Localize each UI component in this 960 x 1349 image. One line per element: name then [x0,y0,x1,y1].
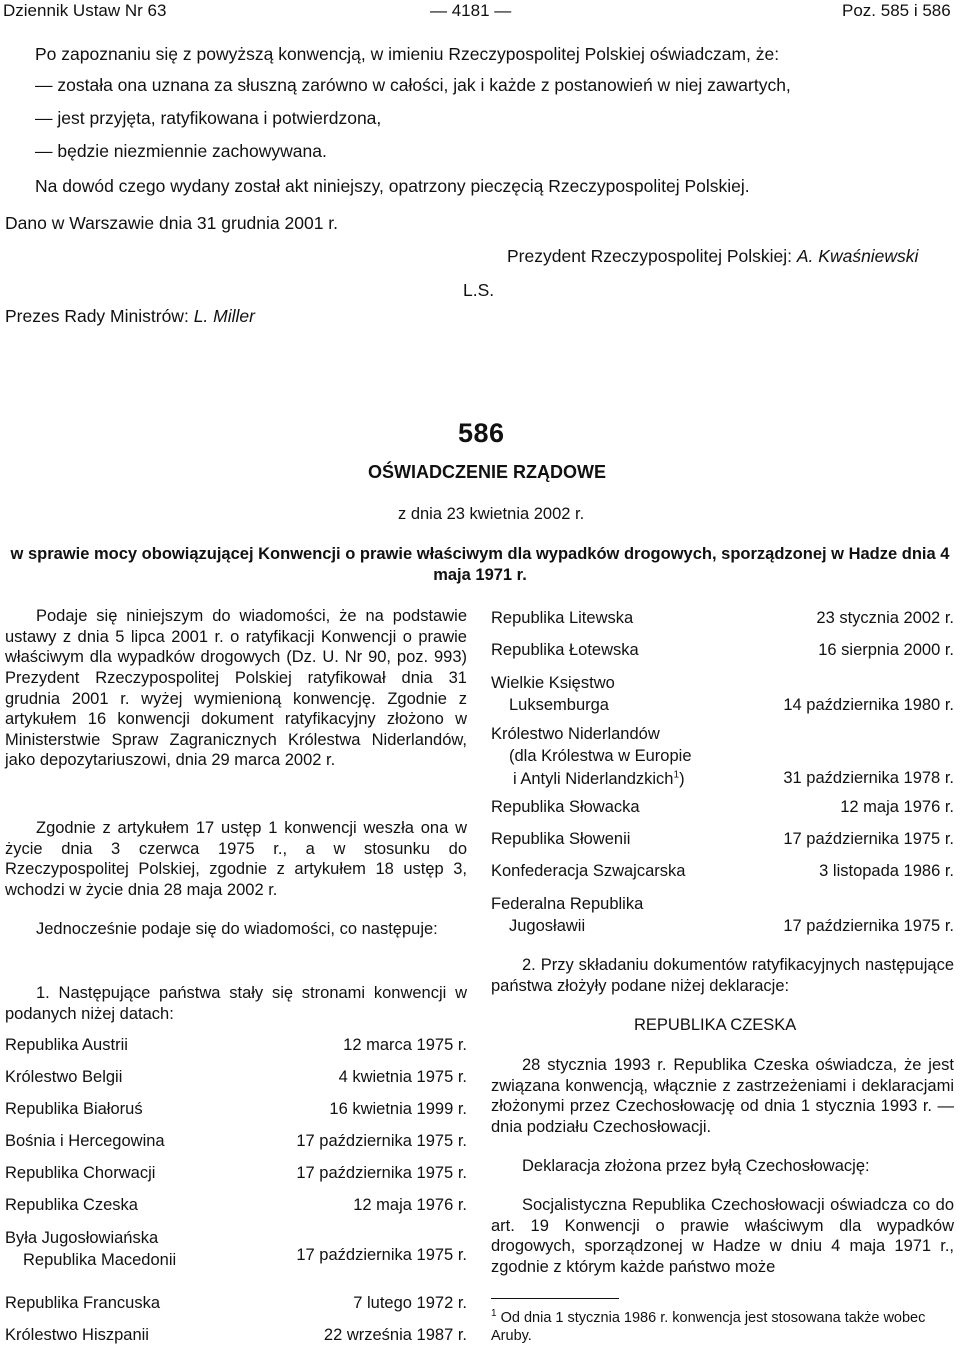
country-name: Bośnia i Hercegowina [5,1132,165,1150]
country-name [491,672,615,717]
ratification-date: 3 listopada 1986 r. [819,862,954,880]
country-row [5,1035,467,1056]
intro-lead: Po zapoznaniu się z powyższą konwencją, w imieniu Rzeczypospolitej Polskiej oświadczam, że: [35,44,780,64]
country-name: Republika Łotewska [491,641,639,659]
country-name [491,723,692,790]
right-paragraph-czechoslovak-heading: Deklaracja złożona przez byłą Czechosłowację: [522,1157,870,1175]
country-name: Królestwo Belgii [5,1068,123,1086]
ratification-date: 16 kwietnia 1999 r. [329,1100,467,1118]
footnote [491,1309,957,1345]
country-name [5,1227,176,1272]
act-title: OŚWIADCZENIE RZĄDOWE [368,462,606,482]
country-name: Republika Litewska [491,609,634,627]
pm-name: L. Miller [193,306,255,326]
intro-item-2: — jest przyjęta, ratyfikowana i potwierdzona, [35,108,382,128]
president-signature [507,246,918,267]
ratification-date: 14 października 1980 r. [783,696,954,715]
left-paragraph-1: Podaje się niniejszym do wiadomości, że na podstawie ustawy z dnia 5 lipca 2001 r. o ratyfikacji Konwencji o prawie właściwym dla wypadków drogowych (Dz. U. Nr 90, poz. 993) Prezydent Rzeczypospolitej Polskiej ratyfikował dnia 31 grudnia 2001 r. wyżej wymienioną konwencję. Zgodnie z artykułem 16 konwencji dokument ratyfikacyjny złożono w Ministerstwie Spraw Zagranicznych Królestwa Niderlandów, jako depozytariuszowi, dnia 29 marca 2002 r. [5,607,467,770]
right-paragraph-declarations: 2. Przy składaniu dokumentów ratyfikacyjnych następujące państwa złożyły podane niżej deklaracje: [491,956,954,995]
country-name-line-2: Jugosławii [509,917,586,936]
seal-ls: L.S. [463,280,495,300]
country-name [491,893,643,938]
president-name: A. Kwaśniewski [796,246,919,266]
ratification-date: 17 października 1975 r. [296,1164,467,1182]
ratification-date: 17 października 1975 r. [783,917,954,936]
country-name: Republika Słowenii [491,830,631,848]
country-name-line-3-text: i Antyli Niderlandzkich [513,769,674,788]
ratification-date: 12 marca 1975 r. [343,1036,467,1054]
country-name-line-1: Federalna Republika [491,895,644,913]
footnote-mark: 1 [491,1308,497,1320]
country-row [491,608,954,629]
country-name: Republika Austrii [5,1036,128,1054]
country-name: Królestwo Hiszpanii [5,1326,149,1344]
place-date: Dano w Warszawie dnia 31 grudnia 2001 r. [5,213,339,233]
country-name: Republika Białoruś [5,1100,143,1118]
country-row [491,640,954,661]
ratification-date: 7 lutego 1972 r. [353,1294,467,1312]
ratification-date: 12 maja 1976 r. [353,1196,467,1214]
intro-item-3: — będzie niezmiennie zachowywana. [35,141,327,161]
ratification-date: 17 października 1975 r. [783,830,954,848]
act-number: 586 [458,418,505,448]
country-row [491,797,954,818]
ratification-date: 23 stycznia 2002 r. [816,609,954,627]
country-row [491,893,954,938]
seal-statement: Na dowód czego wydany został akt niniejszy, opatrzony pieczęcią Rzeczypospolitej Polskiej. [35,176,750,196]
country-name-line-2: (dla Królestwa w Europie [509,747,692,766]
header-journal: Dziennik Ustaw Nr 63 [3,1,167,20]
country-name: Konfederacja Szwajcarska [491,862,686,880]
declaration-heading: REPUBLIKA CZESKA [634,1016,797,1034]
country-row [491,723,954,790]
intro-item-1: — została ona uznana za słuszną zarówno w całości, jak i każde z postanowień w niej zawartych, [35,75,791,95]
footnote-rule [491,1298,619,1299]
country-row [491,672,954,717]
ratification-date: 31 października 1978 r. [783,769,954,788]
ratification-date: 4 kwietnia 1975 r. [338,1068,467,1086]
country-row [5,1195,467,1216]
country-name-line-1: Królestwo Niderlandów [491,725,660,743]
country-row [5,1131,467,1152]
ratification-date: 17 października 1975 r. [296,1132,467,1150]
right-paragraph-czechoslovak-text: Socjalistyczna Republika Czechosłowacji oświadcza co do art. 19 Konwencji o prawie właściwym dla wypadków drogowych, sporządzonej w Hadze w dniu 4 maja 1971 r., zgodnie z którym każde państwo może [491,1196,954,1276]
country-name: Republika Czeska [5,1196,138,1214]
left-paragraph-3: Jednocześnie podaje się do wiadomości, co następuje: [36,920,438,938]
country-name-line-2: Luksemburga [509,696,609,715]
country-row [5,1227,467,1272]
country-row [5,1325,467,1346]
country-row [5,1163,467,1184]
country-row [491,829,954,850]
country-row [5,1099,467,1120]
pm-signature [5,306,255,327]
president-label: Prezydent Rzeczypospolitej Polskiej: [507,246,792,266]
country-name-line-1: Była Jugosłowiańska [5,1229,159,1247]
header-page-number: — 4181 — [430,1,512,20]
header-position: Poz. 585 i 586 [842,1,951,20]
footnote-text: Od dnia 1 stycznia 1986 r. konwencja jest stosowana także wobec Aruby. [491,1310,926,1345]
country-name-line-2: Republika Macedonii [23,1251,177,1270]
country-name-line-1: Wielkie Księstwo [491,674,615,692]
ratification-date: 17 października 1975 r. [296,1246,467,1265]
country-row [491,861,954,882]
country-name: Republika Słowacka [491,798,640,816]
pm-label: Prezes Rady Ministrów: [5,306,189,326]
act-subject: w sprawie mocy obowiązującej Konwencji o prawie właściwym dla wypadków drogowych, sporządzonej w Hadze dnia 4 maja 1971 r. [10,545,950,584]
country-name: Republika Chorwacji [5,1164,156,1182]
country-name: Republika Francuska [5,1294,160,1312]
ratification-date: 12 maja 1976 r. [840,798,954,816]
right-paragraph-czech: 28 stycznia 1993 r. Republika Czeska oświadcza, że jest związana konwencją, włącznie z zastrzeżeniami i deklaracjami złożonymi przez Czechosłowację od dnia 1 stycznia 1993 r. — dnia podziału Czechosłowacji. [491,1056,954,1136]
country-row [5,1293,467,1314]
ratification-date: 16 sierpnia 2000 r. [818,641,954,659]
country-row [5,1067,467,1088]
left-paragraph-4: 1. Następujące państwa stały się stronami konwencji w podanych niżej datach: [5,984,467,1023]
ratification-date: 22 września 1987 r. [323,1326,467,1344]
act-date: z dnia 23 kwietnia 2002 r. [398,505,585,523]
country-name-line-3 [491,770,685,788]
left-paragraph-2: Zgodnie z artykułem 17 ustęp 1 konwencji weszła ona w życie dnia 3 czerwca 1975 r., a w stosunku do Rzeczypospolitej Polskiej, zgodnie z artykułem 18 ustęp 3, wchodzi w życie dnia 28 maja 2002 r. [5,819,467,899]
footnote-ref: 1 [673,769,680,781]
country-name-line-3-end: ) [679,769,685,788]
